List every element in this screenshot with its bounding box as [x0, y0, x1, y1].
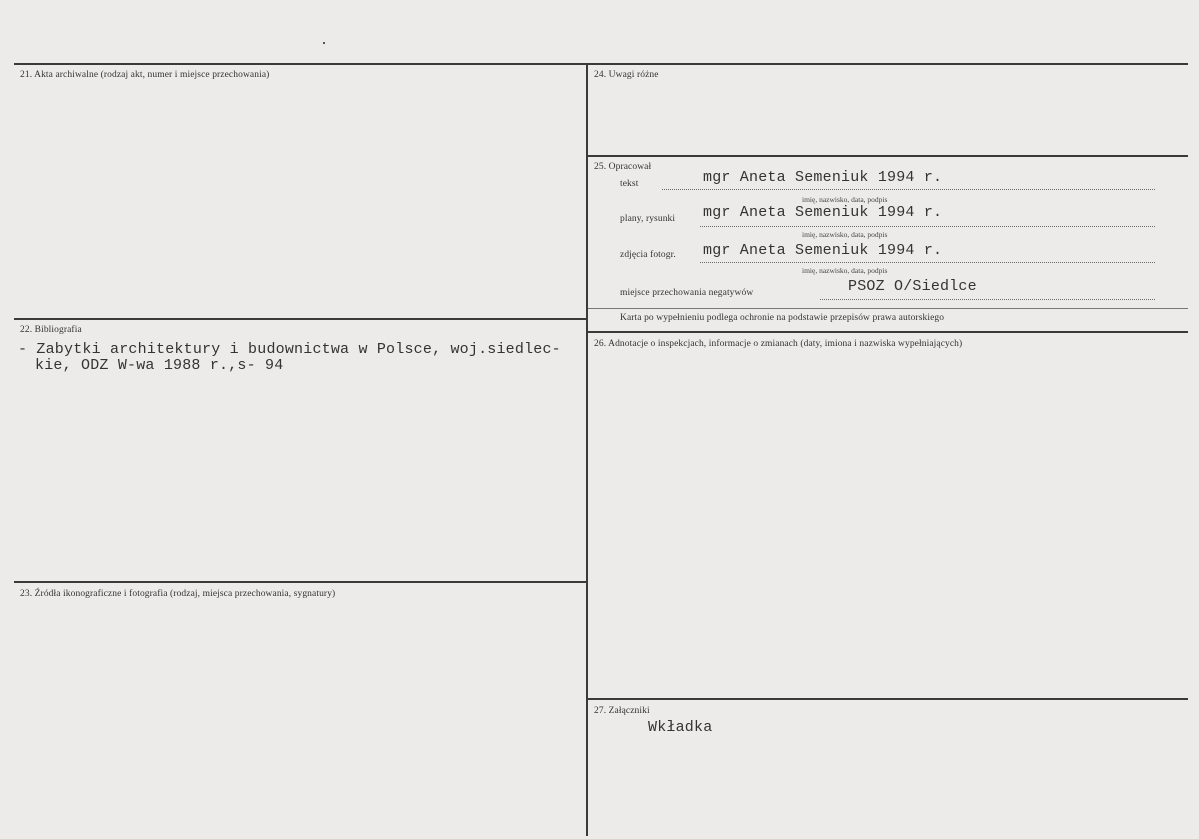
bibliography-line-2: kie, ODZ W-wa 1988 r.,s- 94: [35, 357, 284, 374]
tekst-line: [662, 189, 1155, 190]
sec24-label: 24. Uwagi różne: [594, 70, 659, 80]
sec27-label: 27. Załączniki: [594, 706, 650, 716]
zdjecia-value: mgr Aneta Semeniuk 1994 r.: [703, 242, 943, 259]
negatywy-line: [820, 299, 1155, 300]
tekst-value: mgr Aneta Semeniuk 1994 r.: [703, 169, 943, 186]
divider-26-27: [588, 698, 1188, 700]
sec22-label: 22. Bibliografia: [20, 325, 82, 335]
zdjecia-label: zdjęcia fotogr.: [620, 250, 676, 260]
sec25-label: 25. Opracował: [594, 162, 652, 172]
plany-label: plany, rysunki: [620, 214, 676, 224]
copyright-notice: Karta po wypełnieniu podlega ochronie na podstawie przepisów prawa autorskiego: [620, 313, 945, 323]
plany-line: [700, 226, 1155, 227]
top-rule: [14, 63, 1188, 65]
divider-21-22: [14, 318, 586, 320]
paper-speck: [323, 42, 325, 44]
divider-notice: [588, 308, 1188, 309]
negatywy-label: miejsce przechowania negatywów: [620, 288, 754, 298]
plany-value: mgr Aneta Semeniuk 1994 r.: [703, 204, 943, 221]
tekst-label: tekst: [620, 179, 639, 189]
tekst-hint: imię, nazwisko, data, podpis: [802, 195, 888, 204]
zdjecia-line: [700, 262, 1155, 263]
attachment-value: Wkładka: [648, 719, 713, 736]
sec26-label: 26. Adnotacje o inspekcjach, informacje o zmianach (daty, imiona i nazwiska wypełniających): [594, 339, 963, 349]
bibliography-line-1: - Zabytki architektury i budownictwa w Polsce, woj.siedlec-: [18, 341, 561, 358]
plany-hint: imię, nazwisko, data, podpis: [802, 230, 888, 239]
divider-22-23: [14, 581, 586, 583]
negatywy-value: PSOZ O/Siedlce: [848, 278, 977, 295]
divider-24-25: [588, 155, 1188, 157]
zdjecia-hint: imię, nazwisko, data, podpis: [802, 266, 888, 275]
center-divider: [586, 63, 588, 836]
sec23-label: 23. Źródła ikonograficzne i fotografia (rodzaj, miejsca przechowania, sygnatury): [20, 589, 336, 599]
divider-25-26: [588, 331, 1188, 333]
sec21-label: 21. Akta archiwalne (rodzaj akt, numer i miejsce przechowania): [20, 70, 270, 80]
